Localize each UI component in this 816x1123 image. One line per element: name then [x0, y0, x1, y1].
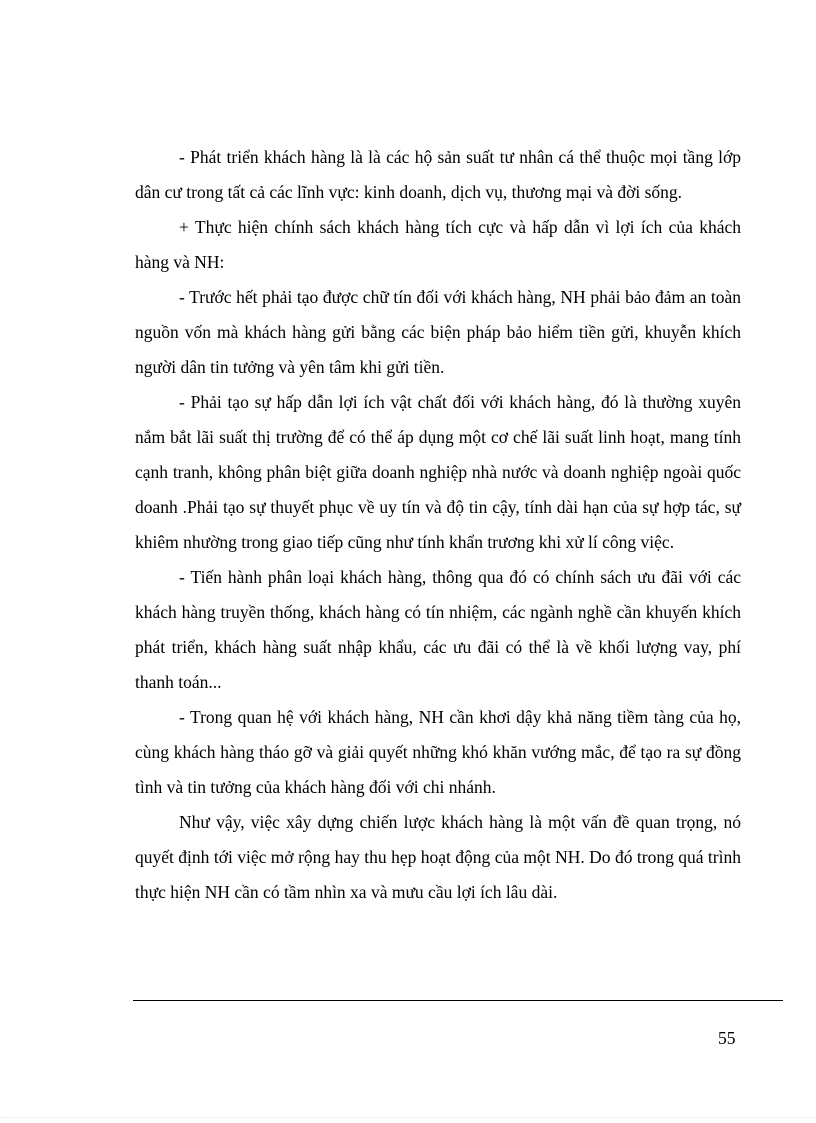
paragraph-customer-classification: - Tiến hành phân loại khách hàng, thông qua đó có chính sách ưu đãi với các khách hàng truyền thống, khách hàng có tín nhiệm, các ngành nghề cần khuyến khích phát triển, khách hàng suất nhập khẩu, các ưu đãi có thể là về khối lượng vay, phí thanh toán...	[135, 567, 741, 692]
page-number: 55	[718, 1028, 736, 1048]
paragraph-material-benefits: - Phải tạo sự hấp dẫn lợi ích vật chất đối với khách hàng, đó là thường xuyên nắm bắt lãi suất thị trường để có thể áp dụng một cơ chế lãi suất linh hoạt, mang tính cạnh tranh, không phân biệt giữa doanh nghiệp nhà nước và doanh nghiệp ngoài quốc doanh .Phải tạo sự thuyết phục về uy tín và độ tin cậy, tính dài hạn của sự hợp tác, sự khiêm nhường trong giao tiếp cũng như tính khẩn trương khi xử lí công việc.	[135, 392, 741, 552]
paragraph-conclusion: Như vậy, việc xây dựng chiến lược khách hàng là một vấn đề quan trọng, nó quyết định tới việc mở rộng hay thu hẹp hoạt động của một NH. Do đó trong quá trình thực hiện NH cần có tầm nhìn xa và mưu cầu lợi ích lâu dài.	[135, 812, 741, 902]
paragraph-customer-policy-heading: + Thực hiện chính sách khách hàng tích cực và hấp dẫn vì lợi ích của khách hàng và NH:	[135, 217, 741, 272]
footer-divider	[133, 1000, 783, 1001]
body-text	[135, 140, 741, 910]
paragraph-customer-relations: - Trong quan hệ với khách hàng, NH cần khơi dậy khả năng tiềm tàng của họ, cùng khách hàng tháo gỡ và giải quyết những khó khăn vướng mắc, để tạo ra sự đồng tình và tin tưởng của khách hàng đối với chi nhánh.	[135, 707, 741, 797]
bottom-edge-dotted-line	[0, 1117, 816, 1118]
paragraph-trust-building: - Trước hết phải tạo được chữ tín đối với khách hàng, NH phải bảo đảm an toàn nguồn vốn mà khách hàng gửi bằng các biện pháp bảo hiểm tiền gửi, khuyễn khích người dân tin tưởng và yên tâm khi gửi tiền.	[135, 287, 741, 377]
paragraph-customer-development: - Phát triển khách hàng là là các hộ sản suất tư nhân cá thể thuộc mọi tầng lớp dân cư trong tất cả các lĩnh vực: kinh doanh, dịch vụ, thương mại và đời sống.	[135, 147, 741, 202]
